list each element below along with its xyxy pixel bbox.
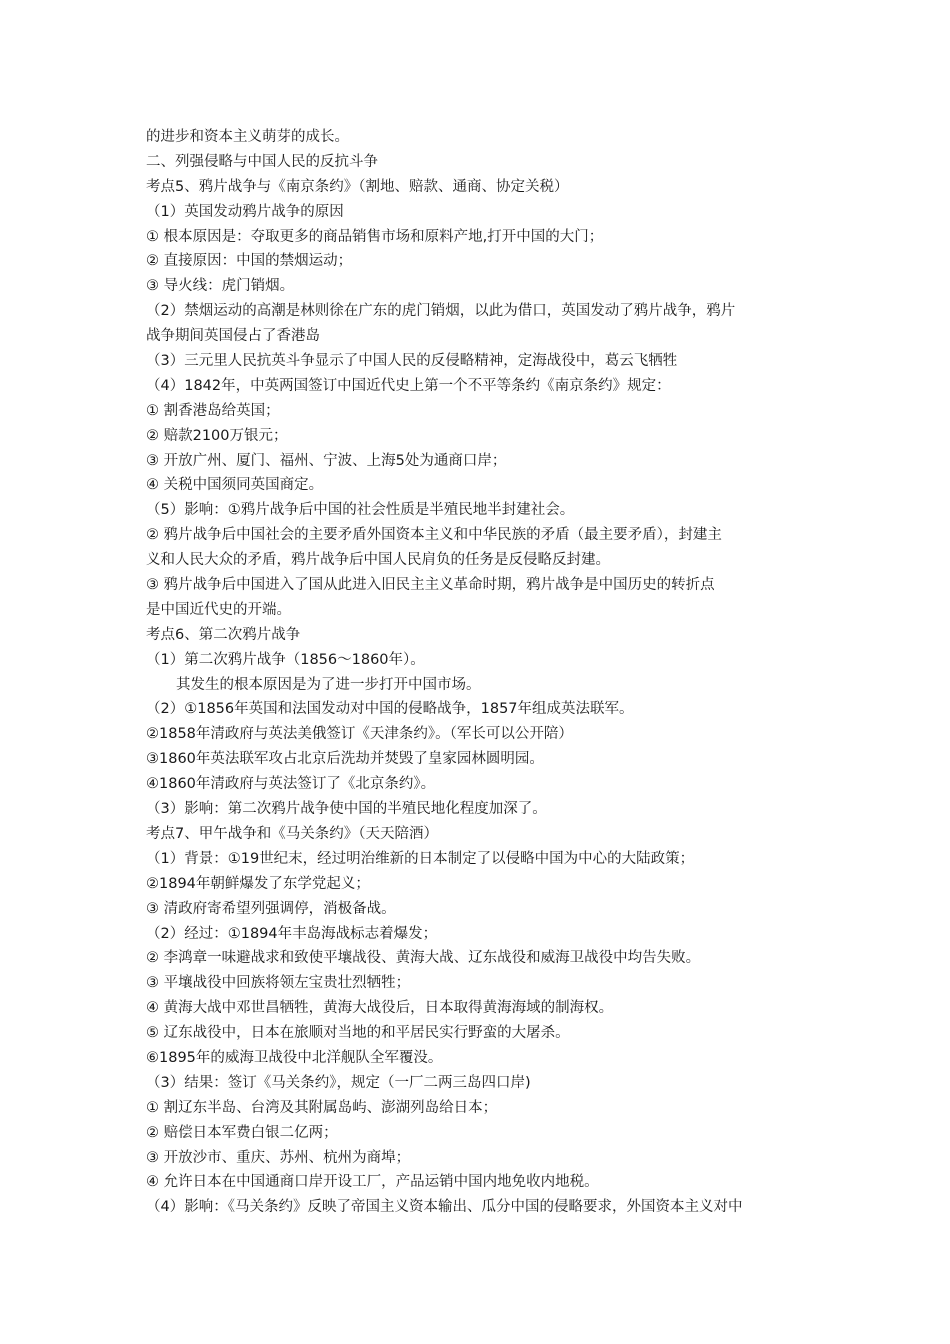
text-line: （3）三元里人民抗英斗争显示了中国人民的反侵略精神，定海战役中，葛云飞牺牲: [146, 353, 678, 370]
text-line: ③ 导火线：虎门销烟。: [146, 278, 295, 295]
text-line: ④1860年清政府与英法签订了《北京条约》。: [146, 776, 436, 793]
text-line: 战争期间英国侵占了香港岛: [146, 328, 320, 345]
text-line: ②1858年清政府与英法美俄签订《天津条约》。（军长可以公开陪）: [146, 726, 573, 743]
text-line: ③ 开放沙市、重庆、苏州、杭州为商埠；: [146, 1149, 411, 1166]
text-line: （4）影响：《马关条约》反映了帝国主义资本输出、瓜分中国的侵略要求，外国资本主义对中: [146, 1199, 743, 1216]
text-line: ⑥1895年的威海卫战役中北洋舰队全军覆没。: [146, 1049, 443, 1066]
topic-heading: 考点6、第二次鸦片战争: [146, 626, 301, 643]
text-line: （5）影响：①鸦片战争后中国的社会性质是半殖民地半封建社会。: [146, 502, 575, 519]
document-body: [146, 125, 816, 1220]
text-line: ① 根本原因是：夺取更多的商品销售市场和原料产地,打开中国的大门；: [146, 228, 604, 245]
text-line: ③ 清政府寄希望列强调停，消极备战。: [146, 900, 396, 917]
text-line: ② 直接原因：中国的禁烟运动；: [146, 253, 353, 270]
text-line: （4）1842年，中英两国签订中国近代史上第一个不平等条约《南京条约》规定：: [146, 377, 671, 394]
text-line: ④ 黄海大战中邓世昌牺牲，黄海大战役后，日本取得黄海海域的制海权。: [146, 1000, 614, 1017]
text-line: （3）影响：第二次鸦片战争使中国的半殖民地化程度加深了。: [146, 801, 547, 818]
text-line: ④ 关税中国须同英国商定。: [146, 477, 324, 494]
text-line: （1）英国发动鸦片战争的原因: [146, 203, 344, 220]
text-line: （3）结果：签订《马关条约》，规定（一厂二两三岛四口岸): [146, 1074, 531, 1091]
text-line: 的进步和资本主义萌芽的成长。: [146, 129, 349, 145]
text-line: 其发生的根本原因是为了进一步打开中国市场。: [176, 676, 481, 693]
topic-heading: 考点7、甲午战争和《马关条约》（天天陪酒）: [146, 825, 438, 842]
text-line: 是中国近代史的开端。: [146, 601, 291, 618]
text-line: ③ 鸦片战争后中国进入了国从此进入旧民主主义革命时期，鸦片战争是中国历史的转折点: [146, 577, 715, 594]
text-line: ③1860年英法联军攻占北京后洗劫并焚毁了皇家园林圆明园。: [146, 751, 544, 768]
text-line: （2）①1856年英国和法国发动对中国的侵略战争，1857年组成英法联军。: [146, 701, 634, 718]
text-line: ① 割辽东半岛、台湾及其附属岛屿、澎湖列岛给日本；: [146, 1099, 498, 1116]
text-line: （1）第二次鸦片战争（1856～1860年）。: [146, 651, 425, 668]
text-line: ⑤ 辽东战役中，日本在旅顺对当地的和平居民实行野蛮的大屠杀。: [146, 1025, 570, 1042]
text-line: ②1894年朝鲜爆发了东学党起义；: [146, 875, 370, 892]
topic-heading: 考点5、鸦片战争与《南京条约》（割地、赔款、通商、协定关税）: [146, 178, 569, 195]
text-line: ② 赔偿日本军费白银二亿两；: [146, 1124, 338, 1141]
text-line: ③ 开放广州、厦门、福州、宁波、上海5处为通商口岸；: [146, 452, 507, 469]
text-line: ② 鸦片战争后中国社会的主要矛盾外国资本主义和中华民族的矛盾（最主要矛盾），封建主: [146, 527, 722, 544]
text-line: ④ 允许日本在中国通商口岸开设工厂，产品运销中国内地免收内地税。: [146, 1174, 599, 1191]
text-line: ③ 平壤战役中回族将领左宝贵壮烈牺牲；: [146, 975, 411, 992]
text-line: （2）经过：①1894年丰岛海战标志着爆发；: [146, 925, 438, 942]
text-line: 义和人民大众的矛盾，鸦片战争后中国人民肩负的任务是反侵略反封建。: [146, 552, 610, 569]
text-line: （1）背景：①19世纪末，经过明治维新的日本制定了以侵略中国为中心的大陆政策；: [146, 850, 695, 867]
text-line: ② 李鸿章一味避战求和致使平壤战役、黄海大战、辽东战役和威海卫战役中均告失败。: [146, 950, 701, 967]
text-line: （2）禁烟运动的高潮是林则徐在广东的虎门销烟，以此为借口，英国发动了鸦片战争，鸦片: [146, 303, 736, 320]
text-line: ② 赔款2100万银元；: [146, 427, 288, 444]
text-line: ① 割香港岛给英国；: [146, 402, 280, 419]
section-heading: 二、列强侵略与中国人民的反抗斗争: [146, 153, 378, 170]
